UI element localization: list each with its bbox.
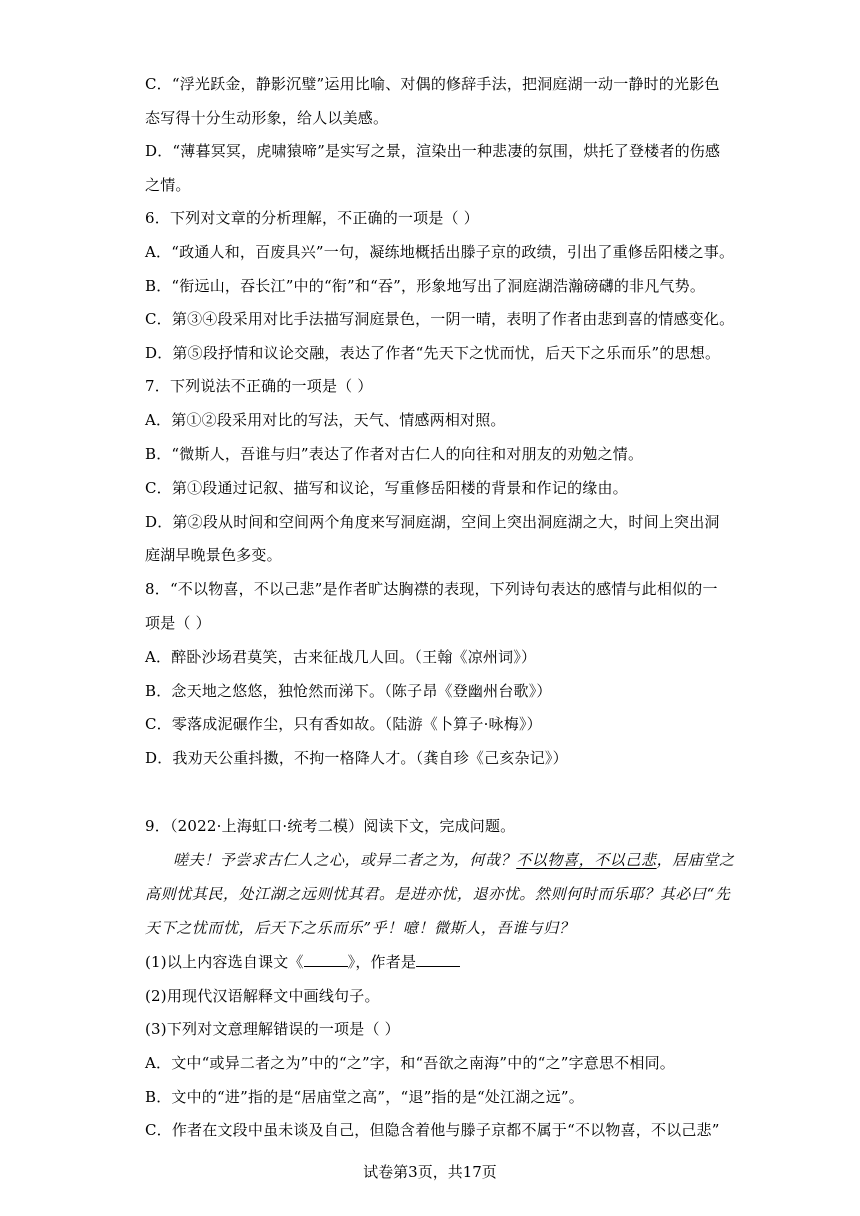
q7-stem: 7．下列说法不正确的一项是（ ）: [145, 377, 373, 395]
q9-sub3-option-b: B．文中的“进”指的是“居庙堂之高”，“退”指的是“处江湖之远”。: [145, 1088, 584, 1106]
passage-line1: [173, 850, 735, 870]
q5-option-d-line2: 之情。: [145, 176, 191, 194]
q6-stem: 6．下列对文章的分析理解，不正确的一项是（ ）: [145, 209, 479, 227]
page-footer: 试卷第3页，共17页: [363, 1163, 497, 1181]
q7-option-b: B．“微斯人，吾谁与归”表达了作者对古仁人的向往和对朋友的劝勉之情。: [145, 445, 644, 463]
q7-option-c: C．第①段通过记叙、描写和议论，写重修岳阳楼的背景和作记的缘由。: [145, 479, 628, 497]
underlined-sentence: 不以物喜，不以己悲: [516, 851, 657, 869]
passage-line2: 高则忧其民，处江湖之远则忧其君。是进亦忧，退亦忧。然则何时而乐耶？其必曰“先: [145, 885, 731, 903]
passage-text: ，居庙堂之: [656, 851, 735, 869]
q9-stem: 9．（2022·上海虹口·统考二模）阅读下文，完成问题。: [145, 817, 516, 835]
q9-sub1-text: (1)以上内容选自课文《: [145, 953, 304, 971]
q9-sub1: [145, 952, 460, 972]
q6-option-b: B．“衔远山，吞长江”中的“衔”和“吞”，形象地写出了洞庭湖浩瀚磅礴的非凡气势。: [145, 277, 706, 295]
q9-sub2: (2)用现代汉语解释文中画线句子。: [145, 987, 380, 1005]
q7-option-d-line2: 庭湖早晚景色多变。: [145, 546, 282, 564]
q7-option-a: A．第①②段采用对比的写法，天气、情感两相对照。: [145, 411, 506, 429]
q5-option-c-line1: C．“浮光跃金，静影沉璧”运用比喻、对偶的修辞手法，把洞庭湖一动一静时的光影色: [145, 75, 720, 93]
q9-sub3-stem: (3)下列对文意理解错误的一项是（ ）: [145, 1020, 400, 1038]
passage-text: 嗟夫！予尝求古仁人之心，或异二者之为，何哉？: [173, 851, 517, 869]
q8-option-b: B．念天地之悠悠，独怆然而涕下。（陈子昂《登幽州台歌》）: [145, 682, 552, 700]
q8-option-d: D．我劝天公重抖擞，不拘一格降人才。（龚自珍《己亥杂记》）: [145, 749, 568, 767]
q8-stem-line1: 8．“不以物喜，不以己悲”是作者旷达胸襟的表现，下列诗句表达的感情与此相似的一: [145, 580, 718, 598]
q6-option-d: D．第⑤段抒情和议论交融，表达了作者“先天下之忧而忧，后天下之乐而乐”的思想。: [145, 344, 721, 362]
q7-option-d-line1: D．第②段从时间和空间两个角度来写洞庭湖，空间上突出洞庭湖之大，时间上突出洞: [145, 513, 720, 531]
q6-option-c: C．第③④段采用对比手法描写洞庭景色，一阴一晴，表明了作者由悲到喜的情感变化。: [145, 310, 735, 328]
q8-stem-line2: 项是（ ）: [145, 614, 211, 632]
q5-option-d-line1: D．“薄暮冥冥，虎啸猿啼”是实写之景，渲染出一种悲凄的氛围，烘托了登楼者的伤感: [145, 142, 721, 160]
q6-option-a: A．“政通人和，百废具兴”一句，凝练地概括出滕子京的政绩，引出了重修岳阳楼之事。: [145, 243, 735, 261]
passage-line3: 天下之忧而忧，后天下之乐而乐”乎！噫！微斯人，吾谁与归？: [145, 919, 575, 937]
q9-sub3-option-c: C．作者在文段中虽未谈及自己，但隐含着他与滕子京都不属于“不以物喜，不以己悲”: [145, 1121, 720, 1139]
answer-blank-author[interactable]: [416, 952, 460, 967]
q9-sub1-text: 》，作者是: [347, 953, 417, 971]
q5-option-c-line2: 态写得十分生动形象，给人以美感。: [145, 109, 389, 127]
q8-option-a: A．醉卧沙场君莫笑，古来征战几人回。（王翰《凉州词》）: [145, 648, 537, 666]
q8-option-c: C．零落成泥碾作尘，只有香如故。（陆游《卜算子·咏梅》）: [145, 715, 542, 733]
answer-blank-title[interactable]: [304, 952, 348, 967]
q9-sub3-option-a: A．文中“或异二者之为”中的“之”字，和“吾欲之南海”中的“之”字意思不相同。: [145, 1054, 675, 1072]
